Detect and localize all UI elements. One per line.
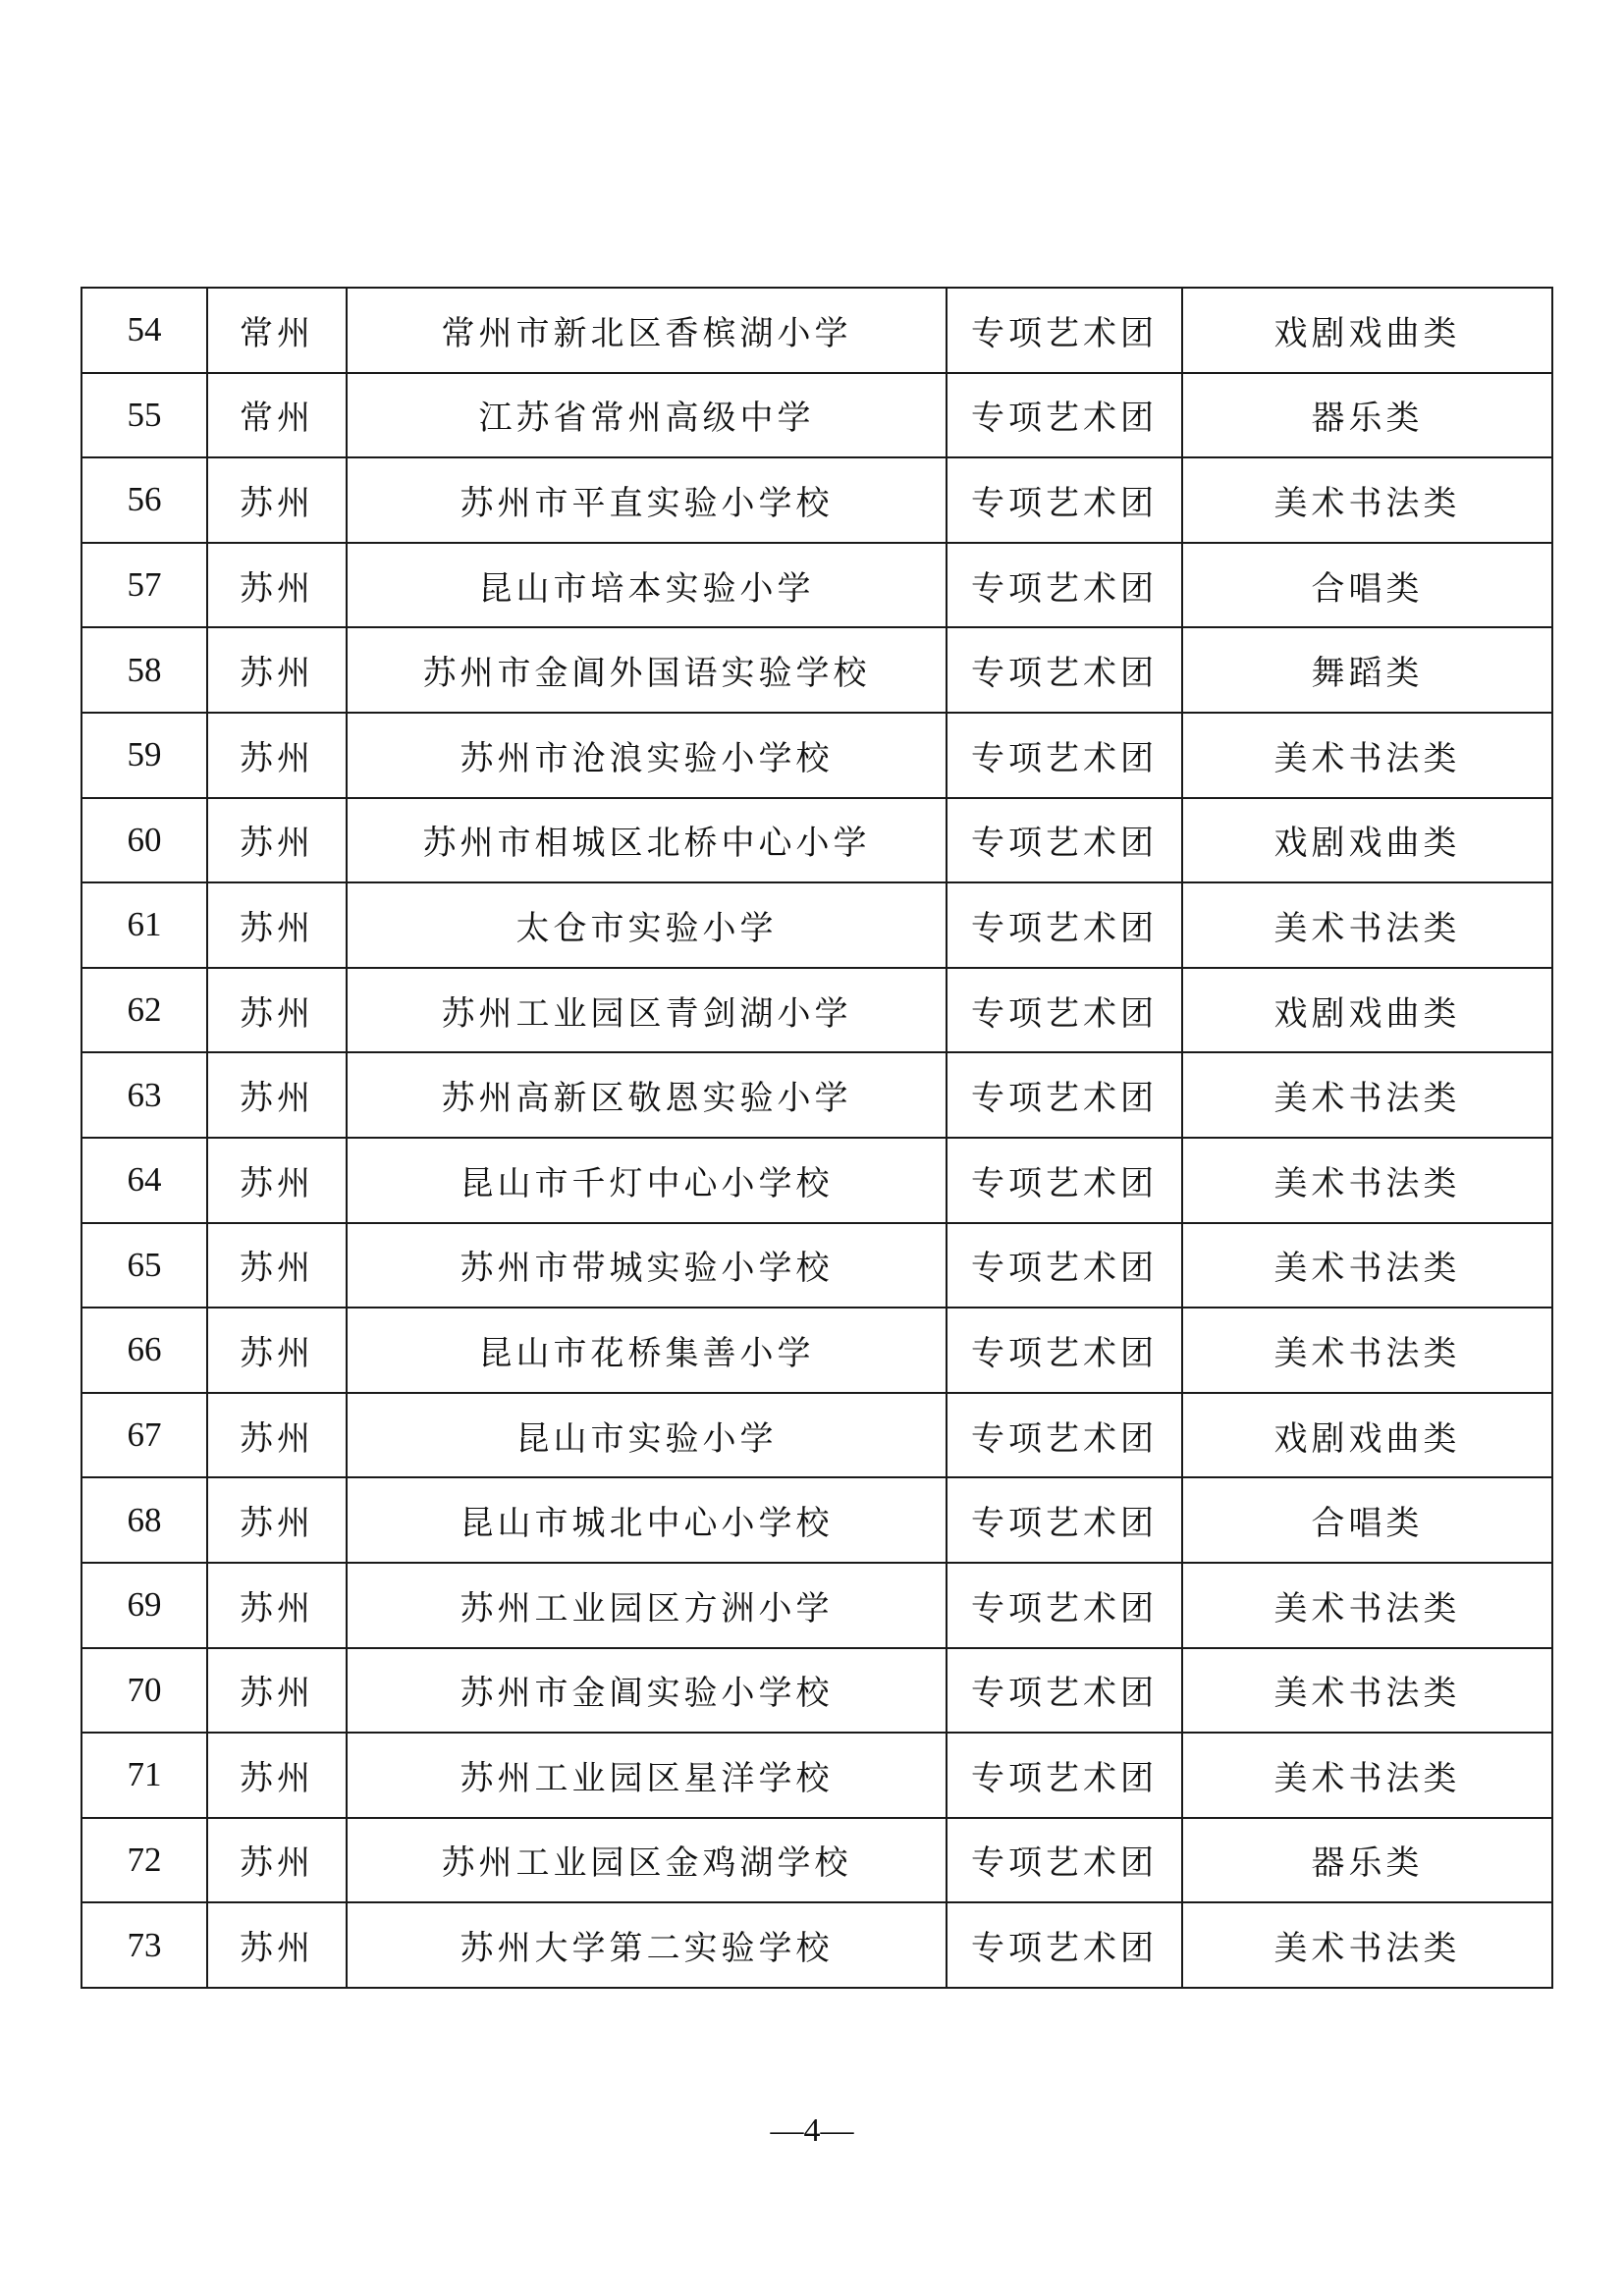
row-number: 55 [81, 373, 207, 458]
group-type-cell: 专项艺术团 [947, 798, 1182, 883]
group-type-cell: 专项艺术团 [947, 1563, 1182, 1648]
document-page [81, 287, 1551, 1989]
city-cell: 苏州 [207, 1648, 347, 1734]
school-name-cell: 昆山市花桥集善小学 [347, 1308, 947, 1393]
city-cell: 苏州 [207, 1733, 347, 1818]
city-cell: 苏州 [207, 798, 347, 883]
school-name-cell: 苏州工业园区星洋学校 [347, 1733, 947, 1818]
city-cell: 苏州 [207, 1477, 347, 1563]
group-type-cell: 专项艺术团 [947, 1902, 1182, 1988]
row-number: 58 [81, 627, 207, 713]
category-cell: 美术书法类 [1182, 713, 1552, 798]
table-row [81, 1563, 1552, 1648]
category-cell: 美术书法类 [1182, 882, 1552, 968]
city-cell: 苏州 [207, 1308, 347, 1393]
school-name-cell: 苏州市沧浪实验小学校 [347, 713, 947, 798]
group-type-cell: 专项艺术团 [947, 1733, 1182, 1818]
table-row [81, 1733, 1552, 1818]
category-cell: 器乐类 [1182, 373, 1552, 458]
table-row [81, 457, 1552, 543]
city-cell: 苏州 [207, 1902, 347, 1988]
category-cell: 美术书法类 [1182, 1733, 1552, 1818]
table-row [81, 1477, 1552, 1563]
row-number: 70 [81, 1648, 207, 1734]
table-row [81, 968, 1552, 1053]
table-row [81, 373, 1552, 458]
group-type-cell: 专项艺术团 [947, 1648, 1182, 1734]
category-cell: 美术书法类 [1182, 1052, 1552, 1138]
school-name-cell: 苏州大学第二实验学校 [347, 1902, 947, 1988]
table-row [81, 713, 1552, 798]
table-row [81, 1648, 1552, 1734]
category-cell: 戏剧戏曲类 [1182, 798, 1552, 883]
city-cell: 苏州 [207, 627, 347, 713]
row-number: 66 [81, 1308, 207, 1393]
category-cell: 美术书法类 [1182, 1902, 1552, 1988]
city-cell: 苏州 [207, 1223, 347, 1308]
row-number: 73 [81, 1902, 207, 1988]
row-number: 56 [81, 457, 207, 543]
row-number: 62 [81, 968, 207, 1053]
table-row [81, 1223, 1552, 1308]
city-cell: 苏州 [207, 457, 347, 543]
category-cell: 戏剧戏曲类 [1182, 968, 1552, 1053]
table-row [81, 288, 1552, 373]
category-cell: 合唱类 [1182, 1477, 1552, 1563]
row-number: 64 [81, 1138, 207, 1223]
school-name-cell: 苏州市金阊实验小学校 [347, 1648, 947, 1734]
row-number: 60 [81, 798, 207, 883]
table-row [81, 1818, 1552, 1903]
group-type-cell: 专项艺术团 [947, 1818, 1182, 1903]
group-type-cell: 专项艺术团 [947, 1223, 1182, 1308]
city-cell: 苏州 [207, 1563, 347, 1648]
school-name-cell: 苏州市平直实验小学校 [347, 457, 947, 543]
group-type-cell: 专项艺术团 [947, 1308, 1182, 1393]
city-cell: 常州 [207, 288, 347, 373]
table-row [81, 543, 1552, 628]
school-name-cell: 太仓市实验小学 [347, 882, 947, 968]
row-number: 68 [81, 1477, 207, 1563]
row-number: 54 [81, 288, 207, 373]
city-cell: 苏州 [207, 1393, 347, 1478]
school-name-cell: 苏州工业园区青剑湖小学 [347, 968, 947, 1053]
table-row [81, 1308, 1552, 1393]
school-name-cell: 江苏省常州高级中学 [347, 373, 947, 458]
category-cell: 舞蹈类 [1182, 627, 1552, 713]
row-number: 63 [81, 1052, 207, 1138]
school-list-table [81, 287, 1553, 1989]
group-type-cell: 专项艺术团 [947, 968, 1182, 1053]
category-cell: 合唱类 [1182, 543, 1552, 628]
table-row [81, 1052, 1552, 1138]
row-number: 59 [81, 713, 207, 798]
school-name-cell: 苏州高新区敬恩实验小学 [347, 1052, 947, 1138]
group-type-cell: 专项艺术团 [947, 373, 1182, 458]
school-name-cell: 苏州工业园区金鸡湖学校 [347, 1818, 947, 1903]
city-cell: 苏州 [207, 882, 347, 968]
table-row [81, 1138, 1552, 1223]
category-cell: 美术书法类 [1182, 1223, 1552, 1308]
city-cell: 苏州 [207, 713, 347, 798]
school-name-cell: 昆山市实验小学 [347, 1393, 947, 1478]
school-name-cell: 苏州工业园区方洲小学 [347, 1563, 947, 1648]
group-type-cell: 专项艺术团 [947, 713, 1182, 798]
school-name-cell: 常州市新北区香槟湖小学 [347, 288, 947, 373]
table-row [81, 1393, 1552, 1478]
school-name-cell: 苏州市金阊外国语实验学校 [347, 627, 947, 713]
city-cell: 常州 [207, 373, 347, 458]
row-number: 71 [81, 1733, 207, 1818]
group-type-cell: 专项艺术团 [947, 1477, 1182, 1563]
group-type-cell: 专项艺术团 [947, 1138, 1182, 1223]
category-cell: 美术书法类 [1182, 1308, 1552, 1393]
city-cell: 苏州 [207, 1052, 347, 1138]
city-cell: 苏州 [207, 1818, 347, 1903]
school-name-cell: 苏州市相城区北桥中心小学 [347, 798, 947, 883]
group-type-cell: 专项艺术团 [947, 882, 1182, 968]
city-cell: 苏州 [207, 968, 347, 1053]
group-type-cell: 专项艺术团 [947, 543, 1182, 628]
table-row [81, 627, 1552, 713]
table-row [81, 798, 1552, 883]
page-number: —4— [770, 2112, 854, 2149]
category-cell: 美术书法类 [1182, 457, 1552, 543]
table-row [81, 1902, 1552, 1988]
school-name-cell: 昆山市城北中心小学校 [347, 1477, 947, 1563]
row-number: 57 [81, 543, 207, 628]
group-type-cell: 专项艺术团 [947, 288, 1182, 373]
category-cell: 美术书法类 [1182, 1648, 1552, 1734]
table-body [81, 288, 1552, 1988]
group-type-cell: 专项艺术团 [947, 1052, 1182, 1138]
row-number: 69 [81, 1563, 207, 1648]
row-number: 61 [81, 882, 207, 968]
city-cell: 苏州 [207, 543, 347, 628]
city-cell: 苏州 [207, 1138, 347, 1223]
table-row [81, 882, 1552, 968]
category-cell: 美术书法类 [1182, 1138, 1552, 1223]
group-type-cell: 专项艺术团 [947, 627, 1182, 713]
category-cell: 戏剧戏曲类 [1182, 288, 1552, 373]
row-number: 67 [81, 1393, 207, 1478]
category-cell: 器乐类 [1182, 1818, 1552, 1903]
school-name-cell: 苏州市带城实验小学校 [347, 1223, 947, 1308]
group-type-cell: 专项艺术团 [947, 457, 1182, 543]
row-number: 72 [81, 1818, 207, 1903]
school-name-cell: 昆山市培本实验小学 [347, 543, 947, 628]
category-cell: 美术书法类 [1182, 1563, 1552, 1648]
school-name-cell: 昆山市千灯中心小学校 [347, 1138, 947, 1223]
group-type-cell: 专项艺术团 [947, 1393, 1182, 1478]
row-number: 65 [81, 1223, 207, 1308]
category-cell: 戏剧戏曲类 [1182, 1393, 1552, 1478]
